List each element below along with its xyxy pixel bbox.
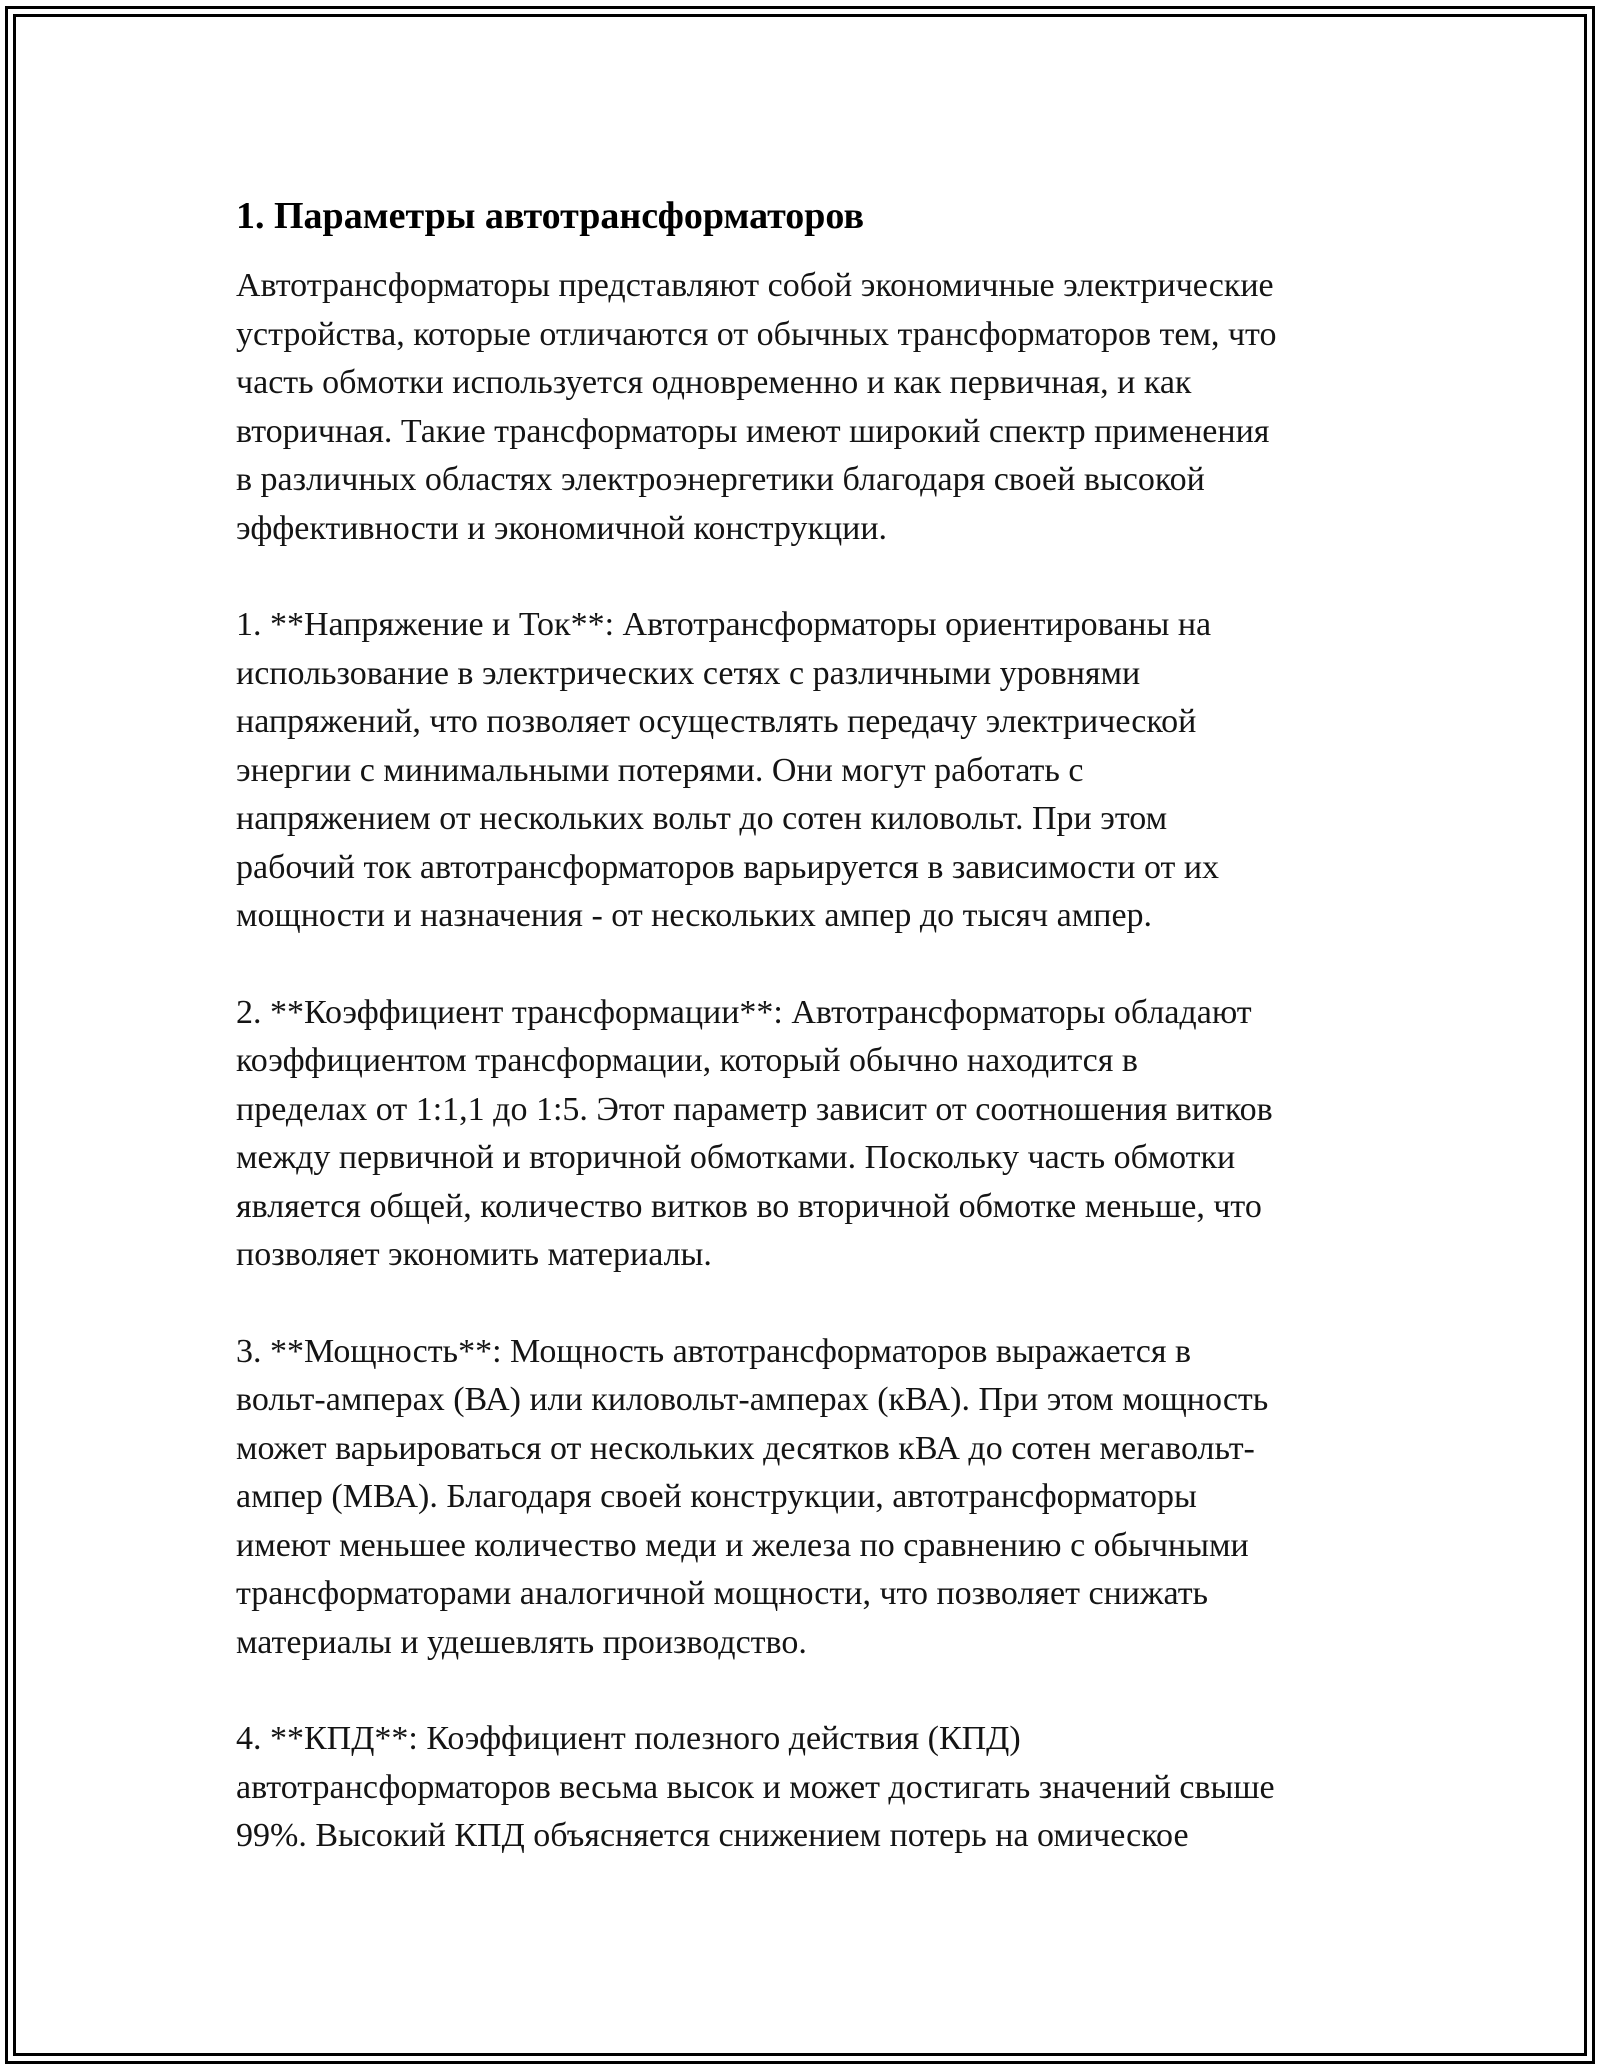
section-heading: 1. Параметры автотрансформаторов <box>236 195 865 237</box>
document-page <box>236 188 1376 1909</box>
power-paragraph: 3. **Мощность**: Мощность автотрансформаторов выражается в вольт-амперах (ВА) или киловольт-амперах (кВА). При этом мощность может варьироваться от нескольких десятков кВА до сотен мегавольт- ампер (МВА). Благодаря своей конструкции, автотрансформаторы имеют меньшее количество меди и железа по сравнению с обычными трансформаторами аналогичной мощности, что позволяет снижать материалы и удешевлять производство. <box>236 1332 1269 1661</box>
voltage-current-paragraph: 1. **Напряжение и Ток**: Автотрансформаторы ориентированы на использование в электрических сетях с различными уровнями напряжений, что позволяет осуществлять передачу электрической энергии с минимальными потерями. Они могут работать с напряжением от нескольких вольт до сотен киловольт. При этом рабочий ток автотрансформаторов варьируется в зависимости от их мощности и назначения - от нескольких ампер до тысяч ампер. <box>236 606 1220 934</box>
transformation-ratio-paragraph: 2. **Коэффициент трансформации**: Автотрансформаторы обладают коэффициентом трансформации, который обычно находится в пределах от 1:1,1 до 1:5. Этот параметр зависит от соотношения витков между первичной и вторичной обмотками. Поскольку часть обмотки является общей, количество витков во вторичной обмотке меньше, что позволяет экономить материалы. <box>236 993 1273 1273</box>
intro-paragraph: Автотрансформаторы представляют собой экономичные электрические устройства, которые отличаются от обычных трансформаторов тем, что часть обмотки используется одновременно и как первичная, и как вторичная. Такие трансформаторы имеют широкий спектр применения в различных областях электроэнергетики благодаря своей высокой эффективности и экономичной конструкции. <box>236 267 1277 547</box>
efficiency-paragraph: 4. **КПД**: Коэффициент полезного действия (КПД) автотрансформаторов весьма высок и может достигать значений свыше 99%. Высокий КПД объясняется снижением потерь на омическое <box>236 1720 1275 1854</box>
